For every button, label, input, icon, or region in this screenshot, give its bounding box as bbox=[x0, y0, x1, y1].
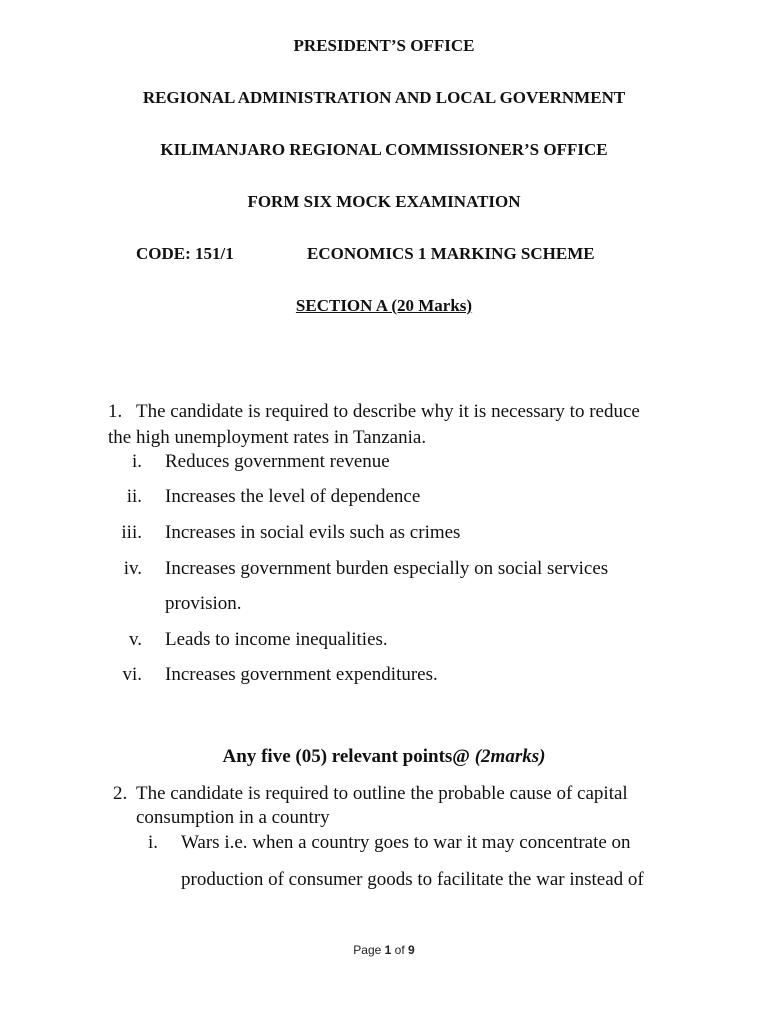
list-text: provision. bbox=[165, 593, 242, 614]
marks-note-text: Any five (05) relevant points@ bbox=[222, 746, 475, 767]
footer-current-page: 1 bbox=[384, 943, 392, 957]
list-item bbox=[0, 628, 768, 652]
page-footer bbox=[0, 942, 768, 958]
footer-total-pages: 9 bbox=[408, 943, 415, 957]
list-item bbox=[0, 485, 768, 509]
question-2 bbox=[113, 781, 713, 833]
list-text: Increases the level of dependence bbox=[165, 486, 421, 507]
exam-code: CODE: 151/1 bbox=[136, 244, 234, 263]
list-text: production of consumer goods to facilitate the war instead of bbox=[181, 869, 644, 890]
footer-middle: of bbox=[391, 943, 409, 957]
question-number: 2. bbox=[113, 783, 128, 804]
list-numeral: iv. bbox=[123, 558, 142, 579]
list-item-continuation bbox=[0, 592, 768, 616]
question-number: 1. bbox=[108, 401, 123, 422]
header-line-exam-title: FORM SIX MOCK EXAMINATION bbox=[247, 192, 521, 211]
list-item bbox=[0, 521, 768, 545]
list-numeral: i. bbox=[147, 832, 158, 853]
header-line-kilimanjaro-office: KILIMANJARO REGIONAL COMMISSIONER’S OFFICE bbox=[160, 140, 608, 159]
list-numeral: iii. bbox=[121, 522, 142, 543]
list-text: Increases government expenditures. bbox=[165, 664, 438, 685]
footer-prefix: Page bbox=[353, 943, 385, 957]
marks-note-marks: (2marks) bbox=[474, 746, 546, 767]
list-text: Reduces government revenue bbox=[165, 451, 390, 472]
list-item-continuation bbox=[0, 868, 768, 892]
header-line-regional-administration: REGIONAL ADMINISTRATION AND LOCAL GOVERNMENT bbox=[142, 88, 626, 107]
list-numeral: v. bbox=[128, 629, 142, 650]
list-text: Leads to income inequalities. bbox=[165, 629, 388, 650]
marks-note bbox=[0, 745, 768, 769]
list-text: Increases government burden especially on social services bbox=[165, 558, 609, 579]
header-line-presidents-office: PRESIDENT’S OFFICE bbox=[293, 36, 475, 55]
list-numeral: i. bbox=[131, 451, 142, 472]
section-title: SECTION A (20 Marks) bbox=[295, 296, 473, 315]
section-heading bbox=[0, 296, 768, 316]
question-1 bbox=[108, 399, 708, 451]
question-text-line-2: the high unemployment rates in Tanzania. bbox=[108, 427, 427, 448]
list-item bbox=[0, 450, 768, 474]
list-item bbox=[0, 831, 768, 855]
exam-subject: ECONOMICS 1 MARKING SCHEME bbox=[307, 244, 595, 263]
list-item bbox=[0, 557, 768, 581]
question-text-line-1: The candidate is required to describe why it is necessary to reduce bbox=[136, 401, 640, 422]
list-numeral: ii. bbox=[126, 486, 142, 507]
list-item bbox=[0, 663, 768, 687]
list-numeral: vi. bbox=[122, 664, 142, 685]
question-text-line-1: The candidate is required to outline the probable cause of capital bbox=[136, 783, 628, 804]
list-text: Increases in social evils such as crimes bbox=[165, 522, 461, 543]
question-text-line-2: consumption in a country bbox=[136, 807, 330, 828]
list-text: Wars i.e. when a country goes to war it may concentrate on bbox=[181, 832, 631, 853]
